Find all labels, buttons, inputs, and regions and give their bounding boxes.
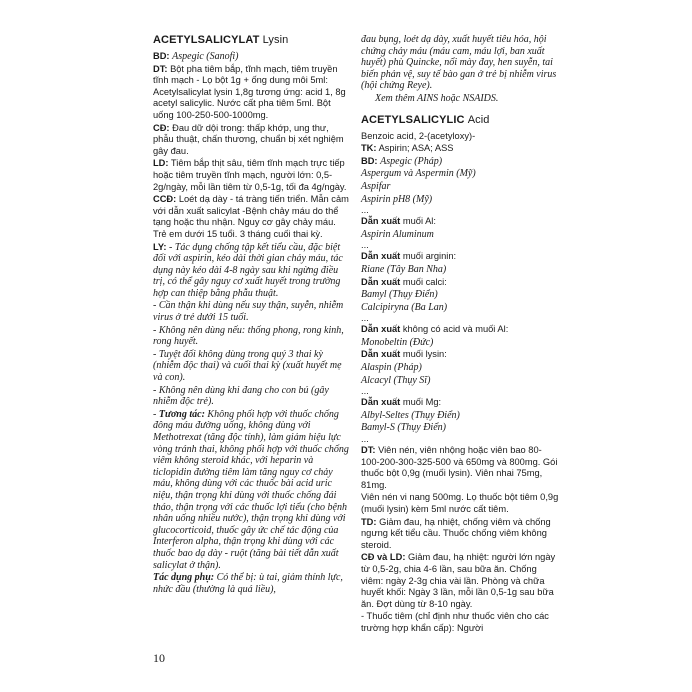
bd-paragraph [361, 156, 559, 168]
ellipsis: ... [361, 313, 369, 324]
bd-label: BD: [153, 51, 170, 61]
dt-label: DT: [361, 445, 376, 456]
cdld-paragraph [361, 552, 559, 610]
brand-item: Aspegic (Pháp) [380, 155, 443, 167]
derivative-label: muối arginin: [402, 251, 457, 262]
heading-sub: Lysin [262, 34, 289, 46]
cd-paragraph [153, 123, 351, 158]
ld-paragraph [153, 158, 351, 193]
heading-main: ACETYLSALICYLAT [153, 34, 260, 46]
dt-text: Viên nén, viên nhộng hoặc viên bao 80-100-200-300-325-500 và 650mg và 800mg. Gói thuốc bột 0,9g (muối lysin). Viên nhai 75mg, 81mg. [361, 445, 558, 490]
derivative-word: Dẫn xuất [361, 349, 401, 360]
ellipsis: ... [361, 205, 369, 216]
dt-paragraph [361, 445, 559, 491]
td-label: TD: [361, 516, 377, 527]
derivative-label: muối calci: [402, 276, 447, 287]
right-column [361, 34, 559, 636]
dt-label: DT: [153, 63, 168, 74]
interaction-text: Không phối hợp với thuốc chống đông máu đường uống, không dùng với Methotrexat (tăng độc tính), làm giảm hiệu lực vòng tránh thai, không phối hợp với thuốc chống viêm không steroid khác, với heparin và ticlopidin đường tiêm làm tăng nguy cơ chảy máu, không dùng với các thuốc bài acid uric niệu, thận trọng khi dùng với thuốc chống đái tháo, thận trọng với các thuốc lợi tiểu (cho bệnh nhân uống nhiều nước), thận trọng khi dùng với glucocorticoid, thuốc gây ức chế tác động của Interferon alpha, thận trọng khi dùng với các thuốc bao dạ dày - ruột (tăng bài tiết dẫn xuất salicylat ở thận). [153, 408, 349, 571]
derivative-word: Dẫn xuất [361, 276, 401, 287]
derivative-word: Dẫn xuất [361, 397, 401, 408]
brand-item: Calcipiryna (Ba Lan) [361, 301, 448, 313]
derivative-label: không có acid và muối Al: [402, 324, 509, 335]
derivative-calci-heading [361, 277, 559, 289]
ccd-text: Loét dạ dày - tá tràng tiến triển. Mẫn cảm với dẫn xuất salicylat -Bệnh chảy máu do thể tạng hoặc thu nhận. Nguy cơ gây chảy máu. Trẻ em dưới 15 tuổi. 3 tháng cuối thai kỳ. [153, 194, 349, 239]
derivative-word: Dẫn xuất [361, 251, 401, 262]
page-number: 10 [153, 651, 165, 665]
tk-paragraph [361, 143, 559, 155]
brand-item: Alcacyl (Thụy Sĩ) [361, 374, 431, 386]
interaction-label: Tương tác: [158, 408, 205, 420]
bd-paragraph [153, 51, 351, 63]
cdld-text-2: - Thuốc tiêm (chỉ định như thuốc viên cho các trường hợp khẩn cấp): Người [361, 611, 549, 633]
side-effects-continued: đau bụng, loét dạ dày, xuất huyết tiêu hóa, hội chứng chảy máu (máu cam, máu lợi, ban xuất huyết) phù Quincke, nổi mày đay, hen suyễn, tai biến phản vệ, suy tế bào gan ở trẻ bị nhiễm virus (hội chứng Reye). [361, 34, 557, 92]
brand-item: Aspifar [361, 180, 391, 192]
brand-item: Monobeltin (Đức) [361, 336, 434, 348]
derivative-noacid-heading [361, 324, 559, 336]
entry-heading-acetylsalicylat-lysin [153, 34, 351, 47]
cd-label: CĐ: [153, 122, 170, 133]
side-effects-text: Có thể bị: ù tai, giảm thính lực, nhức đầu (thường là quá liều), [153, 572, 343, 595]
cdld-label: CĐ và LD: [361, 552, 406, 563]
bd-text: Aspegic (Sanofi) [172, 51, 239, 62]
ly-text: - Tác dụng chống tập kết tiểu cầu, đặc biệt đối với aspirin, kéo dài thời gian chảy máu, tác dụng này kéo dài 4-8 ngày sau khi ngừng điều trị, có thể gây nguy cơ xuất huyết trong trường hợp can thiệp bằng phẫu thuật. [153, 241, 343, 299]
ly-item-5: - Không nên dùng khi đang cho con bú (gây nhiễm độc trẻ). [153, 384, 329, 408]
entry-heading-acetylsalicylic-acid [361, 114, 559, 127]
derivative-label: muối Al: [402, 216, 436, 227]
ccd-label: CCĐ: [153, 194, 177, 205]
interaction-paragraph [153, 409, 351, 571]
brand-item: Bamyl (Thụy Điển) [361, 289, 438, 301]
dt-paragraph [153, 64, 351, 122]
ld-label: LD: [153, 158, 169, 169]
derivative-al-heading [361, 216, 559, 228]
bd-label: BD: [361, 155, 378, 166]
chemical-name: Benzoic acid, 2-(acetyloxy)- [361, 130, 476, 141]
see-also-note: Xem thêm AINS hoặc NSAIDS. [375, 92, 499, 104]
interaction-dash: - [153, 408, 157, 420]
derivative-mg-heading [361, 397, 559, 409]
derivative-lysin-heading [361, 349, 559, 361]
dt-text-2: Viên nén vi nang 500mg. Lọ thuốc bột tiêm 0,9g (muối lysin) kèm 5ml nước cất tiêm. [361, 492, 559, 514]
ccd-paragraph [153, 194, 351, 240]
derivative-word: Dẫn xuất [361, 324, 401, 335]
ellipsis: ... [361, 240, 369, 251]
brand-item: Aspirin Aluminum [361, 228, 434, 240]
ld-text: Tiêm bắp thịt sâu, tiêm tĩnh mạch trực tiếp hoặc tiêm truyền tĩnh mạch, người lớn: 0,5-2g/ngày, mỗi lần tiêm từ 0,5-1g, tối đa 4g/ngày. [153, 158, 347, 192]
derivative-arginin-heading [361, 251, 559, 263]
ly-item-3: - Không nên dùng nếu: thống phong, rong kinh, rong huyết. [153, 324, 344, 348]
ly-paragraph [153, 242, 351, 300]
dt-text: Bột pha tiêm bắp, tĩnh mạch, tiêm truyền tĩnh mạch - Lọ bột 1g + ống dung môi 5ml: Acetylsalicylat lysin 1,8g tương ứng: acid 1, 8g acetyl salicylic. Nước cất pha tiêm 5ml. Bột uống 100-250-500-1000mg. [153, 63, 346, 120]
derivative-label: muối Mg: [402, 397, 442, 408]
td-paragraph [361, 517, 559, 552]
derivative-word: Dẫn xuất [361, 216, 401, 227]
heading-sub: Acid [467, 113, 490, 126]
brand-item: Aspergum và Aspermin (Mỹ) [361, 168, 476, 180]
brand-item: Bamyl-S (Thụy Điển) [361, 422, 446, 434]
derivative-label: muối lysin: [402, 349, 447, 360]
side-effects-label: Tác dụng phụ: [153, 572, 215, 584]
brand-item: Aspirin pH8 (Mỹ) [361, 193, 433, 205]
tk-text: Aspirin; ASA; ASS [378, 143, 454, 154]
ly-item-4: - Tuyệt đối không dùng trong quý 3 thai kỳ (nhiễm độc thai) và cuối thai kỳ (xuất huyết mẹ và con). [153, 348, 342, 384]
td-text: Giảm đau, hạ nhiệt, chống viêm và chống ngưng kết tiểu cầu. Thuốc chống viêm không steroid. [361, 516, 551, 550]
side-effects-paragraph [153, 572, 351, 595]
left-column [153, 34, 351, 596]
tk-label: TK: [361, 143, 377, 154]
cdld-text: Giảm đau, hạ nhiệt: người lớn ngày từ 0,5-2g, chia 4-6 lần, sau bữa ăn. Chống viêm: ngày 2-3g chia vài lần. Phòng và chữa huyết khối: Ngày 3 lần, mỗi lần 0,5-1g sau bữa ăn. Đợt dùng từ 8-10 ngày. [361, 552, 556, 609]
heading-main: ACETYLSALICYLIC [361, 113, 465, 126]
brand-item: Riane (Tây Ban Nha) [361, 263, 447, 275]
ly-label: LY: [153, 241, 167, 252]
brand-item: Alaspin (Pháp) [361, 362, 422, 374]
cd-text: Đau dữ dội trong: thấp khớp, ung thư, phẫu thuật, chấn thương, chuẩn bị xét nghiệm gây đau. [153, 122, 344, 156]
spacer [361, 106, 559, 114]
brand-item: Albyl-Seltes (Thụy Điển) [361, 409, 460, 421]
ellipsis: ... [361, 434, 369, 445]
ellipsis: ... [361, 386, 369, 397]
ly-item-2: - Cần thận khi dùng nếu suy thận, suyễn, nhiễm virus ở trẻ dưới 15 tuổi. [153, 300, 344, 324]
